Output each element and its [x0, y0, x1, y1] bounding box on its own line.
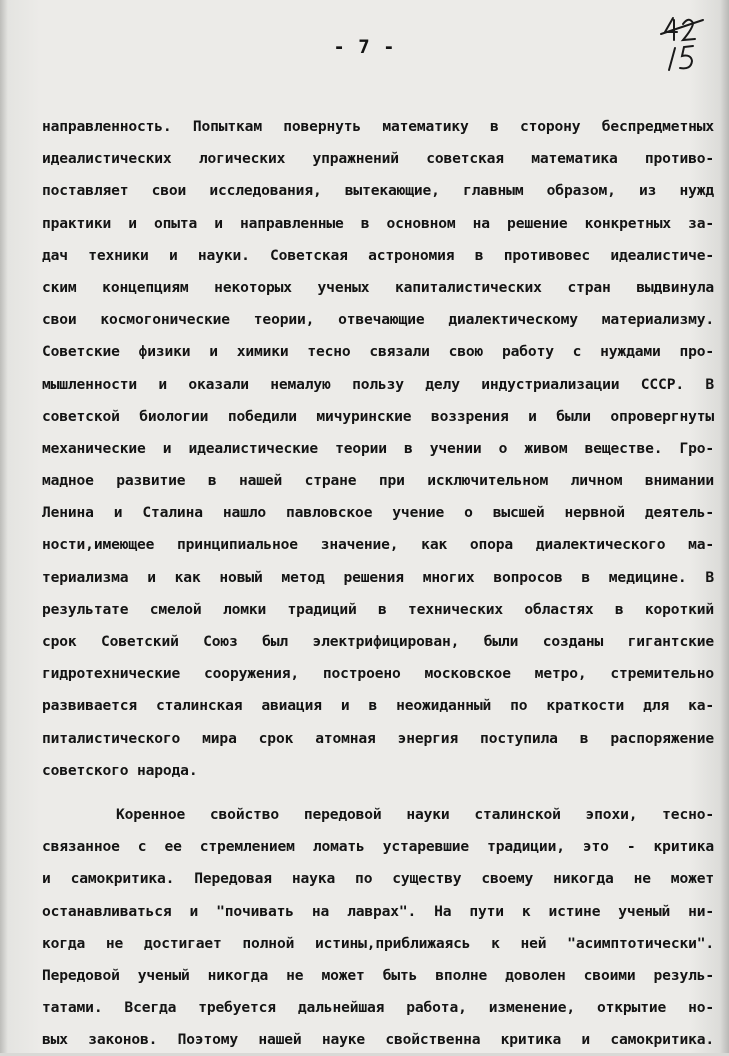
text-line: ности,имеющее принципиальное значение, как опора диалектического ма-: [42, 536, 714, 554]
text-line: срок Советский Союз был электрифицирован, были созданы гигантские: [42, 633, 714, 650]
text-line: дач техники и науки. Советская астрономия в противовес идеалистиче-: [42, 246, 714, 264]
text-line: татами. Всегда требуется дальнейшая работа, изменение, открытие но-: [42, 999, 714, 1017]
text-line: свои космогонические теории, отвечающие диалектическому материализму.: [42, 311, 714, 329]
text-line: развивается сталинская авиация и в неожиданный по краткости для ка-: [42, 697, 714, 715]
text-line: и самокритика. Передовая наука по существу своему никогда не может: [42, 870, 714, 888]
page-number: - 7 -: [333, 36, 396, 58]
text-line: ским концепциям некоторых ученых капиталистических стран выдвинула: [42, 278, 714, 296]
text-line: мышленности и оказали немалую пользу делу индустриализации СССР. В: [42, 375, 714, 393]
paragraph-2: [42, 799, 714, 1056]
text-line: Советские физики и химики тесно связали свою работу с нуждами про-: [42, 343, 714, 361]
text-line: поставляет свои исследования, вытекающие, главным образом, из нужд: [42, 182, 714, 200]
text-line: вых законов. Поэтому нашей науке свойственна критика и самокритика.: [42, 1031, 714, 1049]
paragraph-1: [42, 111, 714, 787]
body-text: [42, 111, 714, 1056]
text-line: Передовой ученый никогда не может быть вполне доволен своими резуль-: [42, 966, 714, 984]
text-line: Ленина и Сталина нашло павловское учение о высшей нервной деятель-: [42, 504, 714, 522]
handwritten-folio-number: [659, 14, 709, 72]
text-line: результате смелой ломки традиций в технических областях в короткий: [42, 600, 714, 618]
text-line: направленность. Попыткам повернуть математику в сторону беспредметных: [42, 118, 714, 135]
archive-page-mark: [659, 14, 709, 72]
text-line: когда не достигает полной истины,приближаясь к ней "асимптотически".: [42, 934, 714, 952]
text-line: советской биологии победили мичуринские воззрения и были опровергнуты: [42, 407, 714, 425]
text-line: идеалистических логических упражнений советская математика противо-: [42, 150, 714, 168]
text-line: Коренное свойство передовой науки сталинской эпохи, тесно-: [116, 805, 714, 823]
text-line: практики и опыта и направленные в основном на решение конкретных за-: [42, 214, 714, 232]
text-line: гидротехнические сооружения, построено московское метро, стремительно: [42, 665, 714, 683]
text-line: связанное с ее стремлением ломать устаревшие традиции, это - критика: [42, 838, 714, 856]
text-line: мадное развитие в нашей стране при исключительном личном внимании: [42, 472, 714, 490]
text-line: останавливаться и "почивать на лаврах". На пути к истине ученый ни-: [42, 902, 714, 920]
text-line: советского народа.: [42, 761, 198, 779]
text-line: механические и идеалистические теории в учении о живом веществе. Гро-: [42, 439, 714, 457]
text-line: териализма и как новый метод решения многих вопросов в медицине. В: [42, 568, 714, 586]
text-line: питалистического мира срок атомная энергия поступила в распоряжение: [42, 729, 714, 747]
